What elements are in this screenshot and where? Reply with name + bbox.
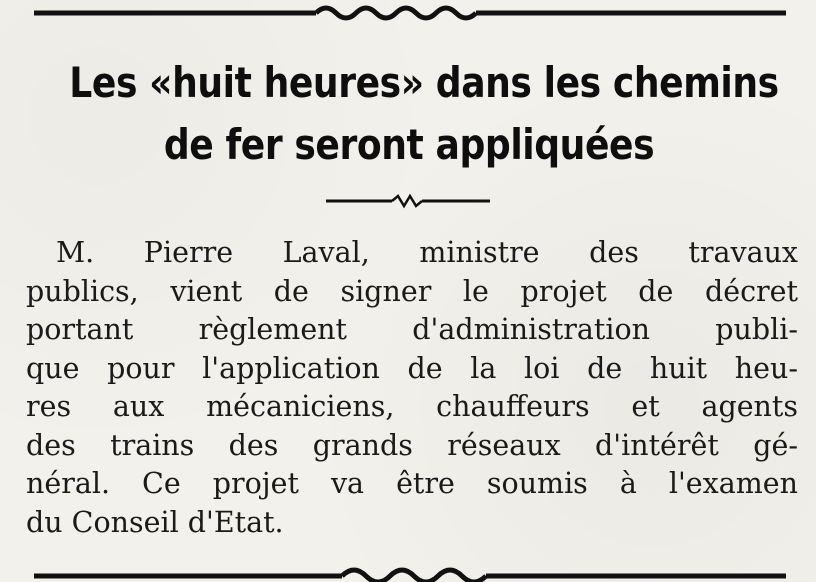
short-divider-icon	[326, 192, 490, 210]
wavy-rule-icon	[0, 0, 816, 26]
body-line: néral. Ce projet va être soumis à l'examen	[26, 467, 798, 500]
headline-line-2: de fer seront appliquées	[163, 120, 655, 169]
bottom-ornamental-rule	[0, 560, 816, 582]
top-ornamental-rule	[0, 0, 816, 26]
body-line: M. Pierre Laval, ministre des travaux	[56, 236, 798, 269]
article-body	[26, 234, 798, 542]
headline-divider	[326, 192, 490, 210]
article-headline	[69, 52, 779, 176]
body-line: que pour l'application de la loi de huit heu-	[26, 351, 798, 385]
body-line: portant règlement d'administration publi-	[26, 313, 798, 346]
wavy-rule-icon	[0, 560, 816, 582]
body-line: du Conseil d'Etat.	[26, 505, 284, 539]
body-line: res aux mécaniciens, chauffeurs et agents	[26, 390, 798, 423]
headline-line-1: Les «huit heures» dans les chemins	[69, 58, 779, 107]
body-line: des trains des grands réseaux d'intérêt gé-	[26, 428, 798, 462]
body-line: publics, vient de signer le projet de décret	[26, 274, 798, 308]
